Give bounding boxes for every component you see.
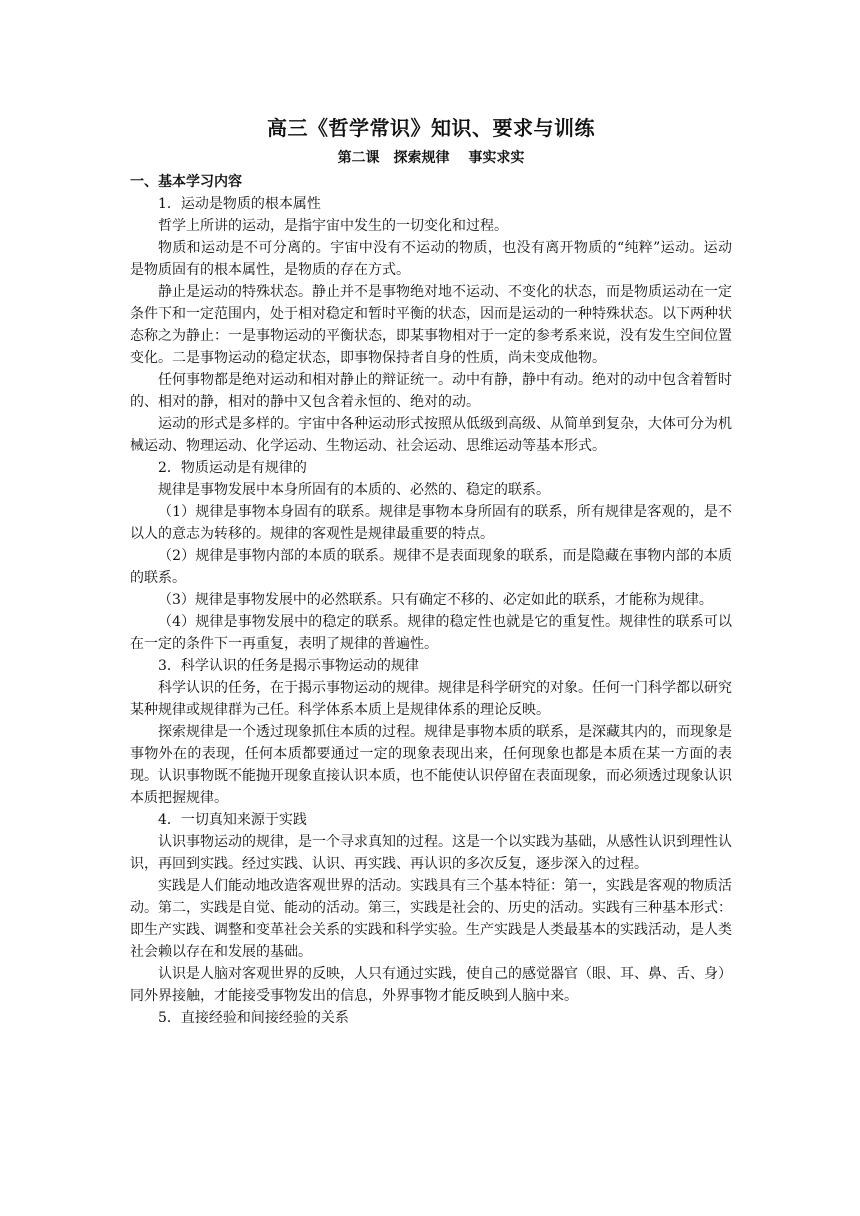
point-heading: 3．科学认识的任务是揭示事物运动的规律 — [158, 658, 419, 674]
document-title: 高三《哲学常识》知识、要求与训练 — [267, 116, 595, 140]
paragraph: （1）规律是事物本身固有的联系。规律是事物本身所固有的联系，所有规律是客观的，是不以人的意志为转移的。规律的客观性是规律最重要的特点。 — [130, 504, 732, 542]
paragraph: 科学认识的任务，在于揭示事物运动的规律。规律是科学研究的对象。任何一门科学都以研究某种规律或规律群为己任。科学体系本质上是规律体系的理论反映。 — [130, 680, 732, 718]
paragraph: 静止是运动的特殊状态。静止并不是事物绝对地不运动、不变化的状态，而是物质运动在一定条件下和一定范围内，处于相对稳定和暂时平衡的状态，因而是运动的一种特殊状态。以下两种状态称之为静止：一是事物运动的平衡状态，即某事物相对于一定的参考系来说，没有发生空间位置变化。二是事物运动的稳定状态，即事物保持者自身的性质，尚未变成他物。 — [130, 284, 732, 366]
document-page — [130, 112, 732, 1029]
paragraph: 规律是事物发展中本身所固有的本质的、必然的、稳定的联系。 — [158, 482, 550, 498]
paragraph: 实践是人们能动地改造客观世界的活动。实践具有三个基本特征：第一，实践是客观的物质活动。第二，实践是自觉、能动的活动。第三，实践是社会的、历史的活动。实践有三种基本形式：即生产实践、调整和变革社会关系的实践和科学实验。生产实践是人类最基本的实践活动，是人类社会赖以存在和发展的基础。 — [130, 878, 732, 960]
point-heading: 4．一切真知来源于实践 — [158, 812, 307, 828]
point-heading: 5．直接经验和间接经验的关系 — [158, 1010, 349, 1026]
point-heading: 1．运动是物质的根本属性 — [158, 196, 321, 212]
section-heading: 一、基本学习内容 — [130, 174, 242, 190]
paragraph: （2）规律是事物内部的本质的联系。规律不是表面现象的联系，而是隐藏在事物内部的本质的联系。 — [130, 548, 732, 586]
paragraph: 探索规律是一个透过现象抓住本质的过程。规律是事物本质的联系，是深藏其内的，而现象是事物外在的表现，任何本质都要通过一定的现象表现出来，任何现象也都是本质在某一方面的表现。认识事物既不能抛开现象直接认识本质，也不能使认识停留在表面现象，而必须透过现象认识本质把握规律。 — [130, 724, 732, 806]
paragraph: 物质和运动是不可分离的。宇宙中没有不运动的物质，也没有离开物质的“纯粹”运动。运动是物质固有的根本属性，是物质的存在方式。 — [130, 240, 732, 278]
lesson-subtitle: 第二课 探索规律 事实求实 — [337, 150, 525, 166]
paragraph: 哲学上所讲的运动，是指宇宙中发生的一切变化和过程。 — [158, 218, 508, 234]
paragraph: 任何事物都是绝对运动和相对静止的辩证统一。动中有静，静中有动。绝对的动中包含着暂时的、相对的静，相对的静中又包含着永恒的、绝对的动。 — [130, 372, 732, 410]
paragraph: 运动的形式是多样的。宇宙中各种运动形式按照从低级到高级、从简单到复杂，大体可分为机械运动、物理运动、化学运动、生物运动、社会运动、思维运动等基本形式。 — [130, 416, 732, 454]
paragraph: 认识是人脑对客观世界的反映，人只有通过实践，使自己的感觉器官（眼、耳、鼻、舌、身）同外界接触，才能接受事物发出的信息，外界事物才能反映到人脑中来。 — [130, 966, 732, 1004]
paragraph: （3）规律是事物发展中的必然联系。只有确定不移的、必定如此的联系，才能称为规律。 — [158, 592, 713, 608]
point-heading: 2．物质运动是有规律的 — [158, 460, 307, 476]
paragraph: （4）规律是事物发展中的稳定的联系。规律的稳定性也就是它的重复性。规律性的联系可以在一定的条件下一再重复，表明了规律的普遍性。 — [130, 614, 732, 652]
paragraph: 认识事物运动的规律，是一个寻求真知的过程。这是一个以实践为基础，从感性认识到理性认识，再回到实践。经过实践、认识、再实践、再认识的多次反复，逐步深入的过程。 — [130, 834, 732, 872]
